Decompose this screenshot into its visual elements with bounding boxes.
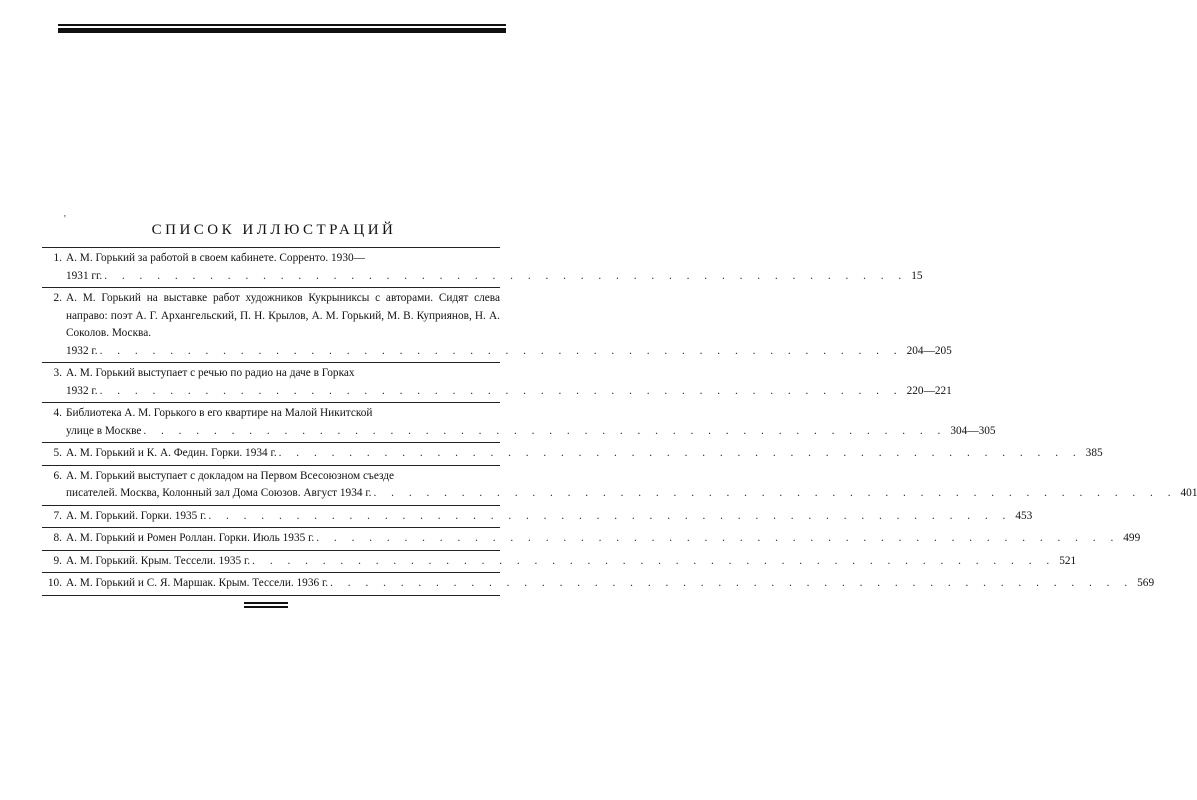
dot-leader: . . . . . . . . . . . . . . . . . . . . . . . . . . . . . . . . . . . . . . . . . . . . . . [252, 554, 1056, 567]
page-number: 220—221 [906, 384, 952, 397]
item-body [66, 290, 952, 360]
list-item [42, 551, 1077, 574]
item-number: 1. [53, 252, 62, 264]
item-last-line [66, 343, 952, 361]
dot-leader: . . . . . . . . . . . . . . . . . . . . . . . . . . . . . . . . . . . . . . . . . . . . . . [143, 424, 947, 437]
item-body [66, 468, 1197, 503]
item-last-line [66, 445, 1103, 463]
illustration-list [42, 247, 1197, 596]
header-rule-thin [58, 24, 506, 26]
dot-leader: . . . . . . . . . . . . . . . . . . . . . . . . . . . . . . . . . . . . . . . . . . . . . . [208, 509, 1012, 522]
item-body [66, 365, 952, 400]
footer-rule-bottom [244, 606, 288, 608]
list-item [42, 443, 1103, 466]
item-number: 8. [53, 532, 62, 544]
item-last-line [66, 268, 923, 286]
item-body [66, 250, 923, 285]
item-body [66, 405, 996, 440]
item-caption-end: А. М. Горький и Ромен Роллан. Горки. Июль 1935 г. [66, 532, 315, 544]
item-body [66, 530, 1141, 548]
item-last-line [66, 575, 1155, 593]
item-caption-end: А. М. Горький. Крым. Тессели. 1935 г. [66, 554, 251, 567]
page-number: 401 [1180, 487, 1197, 499]
page-number: 385 [1085, 447, 1103, 459]
page-number: 521 [1059, 554, 1077, 567]
list-item [42, 403, 996, 443]
item-last-line [66, 508, 1033, 526]
item-caption-end: А. М. Горький и К. А. Федин. Горки. 1934 г. [66, 447, 277, 459]
item-body [66, 445, 1103, 463]
item-number: 5. [53, 447, 62, 459]
list-item [42, 573, 1155, 596]
item-number: 6. [53, 469, 62, 482]
list-item [42, 363, 952, 403]
item-number: 4. [53, 407, 62, 419]
page-number: 304—305 [950, 424, 996, 437]
page-number: 499 [1123, 532, 1141, 544]
item-body [66, 575, 1155, 593]
dot-leader: . . . . . . . . . . . . . . . . . . . . . . . . . . . . . . . . . . . . . . . . . . . . . . [278, 447, 1082, 459]
item-number: 2. [53, 292, 62, 304]
item-last-line [66, 383, 952, 401]
stray-mark: ' [64, 214, 66, 225]
item-caption-end: А. М. Горький и С. Я. Маршак. Крым. Тессели. 1936 г. [66, 577, 329, 589]
dot-leader: . . . . . . . . . . . . . . . . . . . . . . . . . . . . . . . . . . . . . . . . . . . . . . [373, 487, 1177, 499]
item-caption-end: А. М. Горький. Горки. 1935 г. [66, 509, 207, 522]
dot-leader: . . . . . . . . . . . . . . . . . . . . . . . . . . . . . . . . . . . . . . . . . . . . . . [99, 384, 903, 397]
item-caption-end: 1932 г. [66, 384, 98, 397]
item-caption: А. М. Горький на выставке работ художников Кукрыниксы с авторами. Сидят слева направо: поэт А. Г. Архангельский, П. Н. Крылов, А. М. Горький, М. В. Куприянов, Н. А. Соколов. Москва. [66, 292, 500, 339]
item-caption: Библиотека А. М. Горького в его квартире на Малой Никитской [66, 407, 373, 419]
item-number: 10. [47, 577, 62, 589]
item-body [66, 553, 1077, 571]
dot-leader: . . . . . . . . . . . . . . . . . . . . . . . . . . . . . . . . . . . . . . . . . . . . . . [99, 344, 903, 357]
item-caption: А. М. Горький выступает с докладом на Первом Всесоюзном съезде [66, 469, 395, 482]
page-number: 15 [911, 269, 923, 282]
list-item [42, 466, 1197, 506]
dot-leader: . . . . . . . . . . . . . . . . . . . . . . . . . . . . . . . . . . . . . . . . . . . . . . [330, 577, 1134, 589]
item-caption-end: писателей. Москва, Колонный зал Дома Союзов. Август 1934 г. [66, 487, 372, 499]
item-caption: А. М. Горький за работой в своем кабинете. Сорренто. 1930— [66, 252, 365, 264]
item-number: 3. [53, 367, 62, 379]
page-number: 453 [1015, 509, 1033, 522]
item-caption: А. М. Горький выступает с речью по радио на даче в Горках [66, 367, 355, 379]
list-item [42, 247, 923, 288]
list-item [42, 506, 1033, 529]
item-number: 9. [53, 554, 62, 567]
item-last-line [66, 553, 1077, 571]
footer-rule-top [244, 602, 288, 604]
item-last-line [66, 530, 1141, 548]
header-rule-thick [58, 28, 506, 33]
list-item [42, 528, 1141, 551]
page-title: СПИСОК ИЛЛЮСТРАЦИЙ [151, 222, 397, 239]
item-body [66, 508, 1033, 526]
dot-leader: . . . . . . . . . . . . . . . . . . . . . . . . . . . . . . . . . . . . . . . . . . . . . . [316, 532, 1120, 544]
item-caption-end: 1932 г. [66, 344, 98, 357]
item-last-line [66, 423, 996, 441]
item-number: 7. [53, 509, 62, 522]
item-caption-end: улице в Москве [66, 424, 142, 437]
dot-leader: . . . . . . . . . . . . . . . . . . . . . . . . . . . . . . . . . . . . . . . . . . . . . . [104, 269, 908, 282]
page-number: 204—205 [906, 344, 952, 357]
item-caption-end: 1931 гг. [66, 269, 103, 282]
item-last-line [66, 485, 1197, 503]
page-number: 569 [1137, 577, 1155, 589]
list-item [42, 288, 952, 363]
